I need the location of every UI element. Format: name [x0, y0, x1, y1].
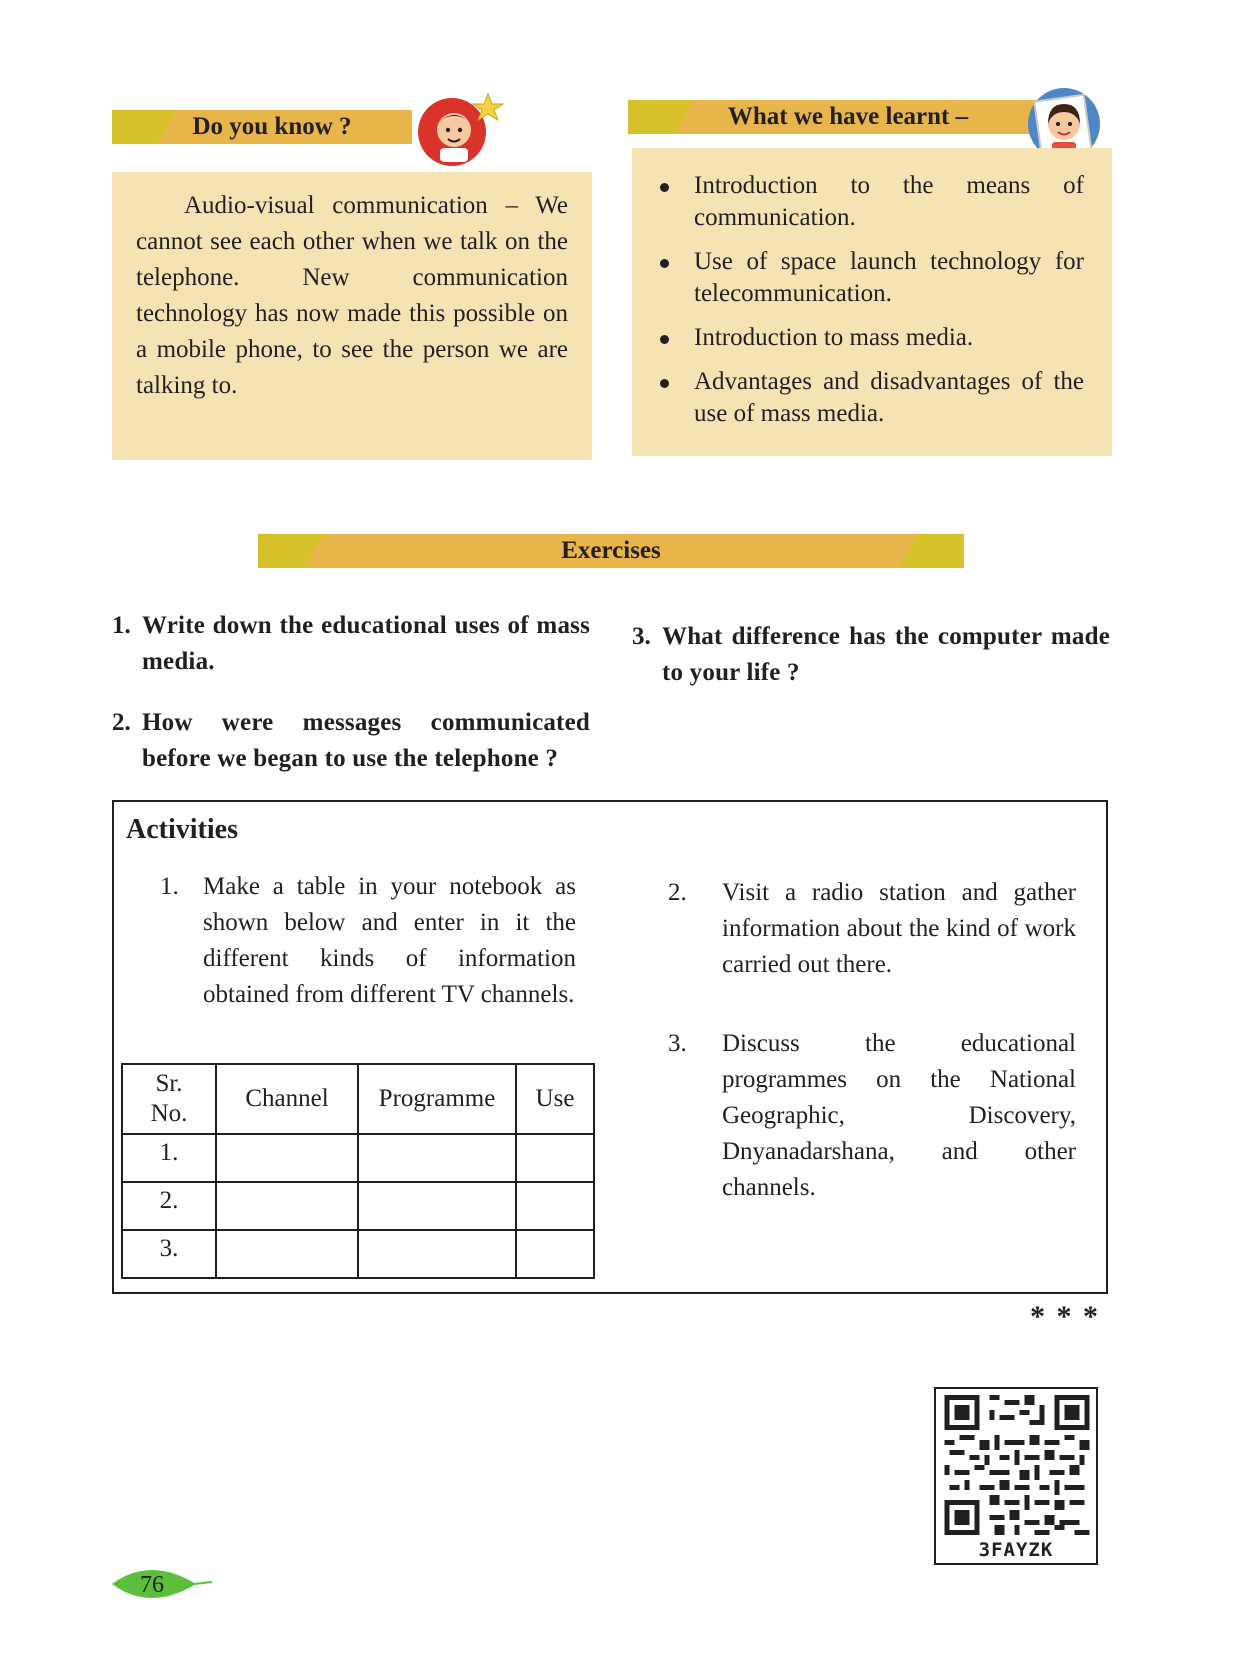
do-you-know-text: Audio-visual communication – We cannot see each other when we talk on the telephone. New communication technology has now made this possible on a mobile phone, to see the person we are talking to. — [136, 192, 568, 399]
table-header-cell: Programme — [358, 1064, 516, 1134]
table-cell — [516, 1134, 594, 1182]
activity-item: 1. Make a table in your notebook as shown below and enter in it the different kinds of information obtained from different TV channels. — [160, 873, 576, 1008]
table-row — [122, 1182, 594, 1230]
learnt-header — [628, 100, 1038, 134]
learnt-item: Use of space launch technology for telecommunication. — [632, 246, 1084, 310]
exercise-question: 1. Write down the educational uses of mass media. — [112, 612, 590, 675]
do-you-know-title: Do you know ? — [192, 113, 352, 140]
activities-title: Activities — [126, 814, 238, 845]
table-cell: 2. — [122, 1182, 216, 1230]
tv-channels-table — [121, 1063, 595, 1279]
exercise-question: 3. What difference has the computer made to your life ? — [632, 623, 1110, 686]
table-header-cell: Channel — [216, 1064, 358, 1134]
learnt-panel — [632, 148, 1112, 456]
learnt-title: What we have learnt – — [727, 103, 969, 130]
table-cell — [516, 1182, 594, 1230]
table-cell — [216, 1230, 358, 1278]
table-cell — [358, 1230, 516, 1278]
table-header-cell: Use — [516, 1064, 594, 1134]
learnt-item: Advantages and disadvantages of the use of mass media. — [632, 366, 1084, 430]
do-you-know-panel — [112, 172, 592, 460]
bullet-icon — [660, 379, 669, 388]
table-row — [122, 1230, 594, 1278]
exercise-question: 2. How were messages communicated before we began to use the telephone ? — [112, 709, 590, 772]
learnt-item: Introduction to mass media. — [632, 322, 1084, 354]
table-row — [122, 1134, 594, 1182]
table-cell — [358, 1182, 516, 1230]
bullet-icon — [660, 259, 669, 268]
qr-code-label: 3FAYZK — [978, 1539, 1054, 1561]
table-cell: 1. — [122, 1134, 216, 1182]
table-cell — [516, 1230, 594, 1278]
learnt-list — [632, 170, 1084, 442]
end-mark: * * * — [1030, 1300, 1100, 1333]
activity-item: 3. Discuss the educational programmes on the National Geographic, Discovery, Dnyanadarshana, and other channels. — [668, 1030, 1076, 1201]
boy-mascot-icon — [410, 88, 506, 168]
table-cell — [216, 1134, 358, 1182]
qr-code — [934, 1387, 1098, 1565]
exercises-title: Exercises — [561, 537, 661, 564]
table-cell — [358, 1134, 516, 1182]
page-number: 76 — [140, 1572, 164, 1598]
table-header-cell: Sr. No. — [122, 1064, 216, 1134]
qr-code-icon — [944, 1395, 1090, 1535]
activity-item: 2. Visit a radio station and gather information about the kind of work carried out there. — [668, 879, 1076, 978]
bullet-icon — [660, 183, 669, 192]
exercises-header — [258, 534, 964, 568]
learnt-item: Introduction to the means of communication. — [632, 170, 1084, 234]
table-cell: 3. — [122, 1230, 216, 1278]
do-you-know-header — [112, 110, 412, 144]
table-header-row — [122, 1064, 594, 1134]
table-cell — [216, 1182, 358, 1230]
bullet-icon — [660, 335, 669, 344]
